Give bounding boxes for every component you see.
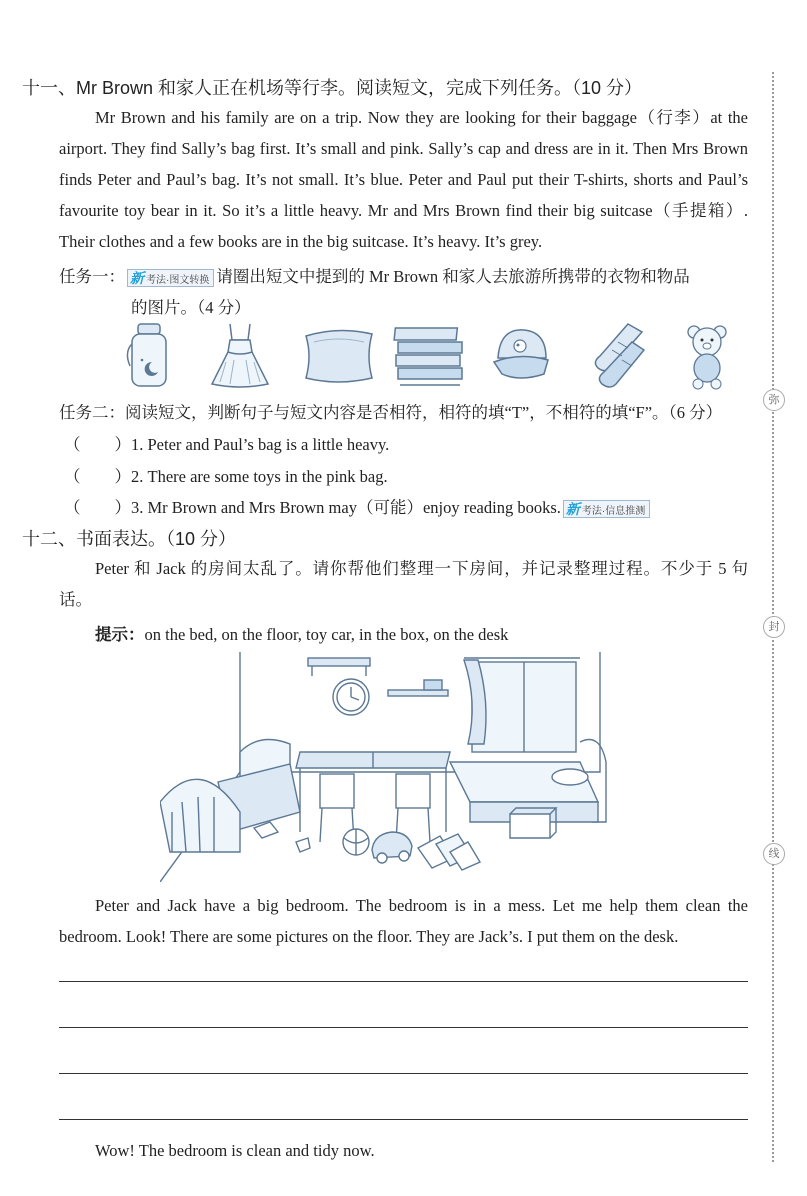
pillow-icon[interactable]: [300, 322, 378, 390]
teddy-bear-icon[interactable]: [684, 322, 730, 390]
task-1-line: [59, 263, 690, 287]
margin-label-xian: 线: [763, 843, 785, 865]
writing-line-4[interactable]: [59, 1119, 748, 1120]
task-2-title: 任务二：阅读短文，判断句子与短文内容是否相符，相符的填“T”，不相符的填“F”。（6 分）: [59, 403, 723, 422]
task-1-instruction: 请圈出短文中提到的 Mr Brown 和家人去旅游所携带的衣物和物品: [216, 267, 690, 286]
section-12-title: 十二、书面表达。（10 分）: [22, 529, 237, 549]
dress-icon[interactable]: [206, 322, 274, 390]
cap-icon[interactable]: [490, 322, 552, 390]
writing-line-2[interactable]: [59, 1027, 748, 1028]
water-bottle-icon[interactable]: [124, 322, 176, 390]
messy-bedroom-illustration: [160, 652, 610, 882]
writing-start-text: Peter and Jack have a big bedroom. The bedroom is in a mess. Let me help them clean the bedroom. Look! There are some pictures on the floor. They are Jack’s. I put them on the desk.: [59, 896, 748, 946]
new-exam-tag: 新 考法·图文转换: [127, 269, 214, 287]
hint-line: [95, 621, 508, 645]
new-exam-tag-2: 新 考法·信息推测: [563, 500, 650, 518]
question-1-text: 1. Peter and Paul’s bag is a little heavy.: [131, 435, 390, 454]
question-3: （ ）3. Mr Brown and Mrs Brown may（可能）enjoy reading books. 新 考法·信息推测: [64, 494, 652, 518]
books-icon[interactable]: [390, 322, 468, 390]
section-11-title: 十一、Mr Brown 和家人正在机场等行李。阅读短文，完成下列任务。（10 分）: [22, 78, 643, 98]
hint-label: 提示：: [95, 625, 145, 644]
question-2: （ ）2. There are some toys in the pink bag.: [64, 467, 388, 486]
task-1-instruction-cont: 的图片。（4 分）: [131, 298, 251, 317]
writing-line-3[interactable]: [59, 1073, 748, 1074]
answer-blank-1[interactable]: （: [64, 435, 81, 454]
task-1-label: 任务一：: [59, 267, 125, 286]
hint-text: on the bed, on the floor, toy car, in the box, on the desk: [144, 625, 509, 644]
writing-prompt: Peter 和 Jack 的房间太乱了。请你帮他们整理一下房间，并记录整理过程。不少于 5 句话。: [59, 559, 748, 609]
writing-line-1[interactable]: [59, 981, 748, 982]
writing-end-text: Wow! The bedroom is clean and tidy now.: [95, 1141, 375, 1160]
question-1: （ ）1. Peter and Paul’s bag is a little heavy.: [64, 435, 390, 454]
answer-blank-2[interactable]: （: [64, 467, 81, 486]
reading-passage: Mr Brown and his family are on a trip. Now they are looking for their baggage（行李）at the airport. They find Sally’s bag first. It’s small and pink. Sally’s cap and dress are in it. Then Mrs Brown finds Peter and Paul’s bag. It’s not small. It’s blue. Peter and Paul put their T-shirts, shorts and Paul’s favourite toy bear in it. So it’s a little heavy. Mr and Mrs Brown find their big suitcase（手提箱）. Their clothes and a few books are in the big suitcase. It’s heavy. It’s grey.: [59, 108, 748, 251]
answer-blank-3[interactable]: （: [64, 498, 81, 517]
margin-label-feng: 封: [763, 616, 785, 638]
question-2-text: 2. There are some toys in the pink bag.: [131, 467, 388, 486]
socks-icon[interactable]: [588, 322, 646, 390]
question-3-text: 3. Mr Brown and Mrs Brown may（可能）enjoy reading books.: [131, 498, 561, 517]
margin-label-mi: 弥: [763, 389, 785, 411]
